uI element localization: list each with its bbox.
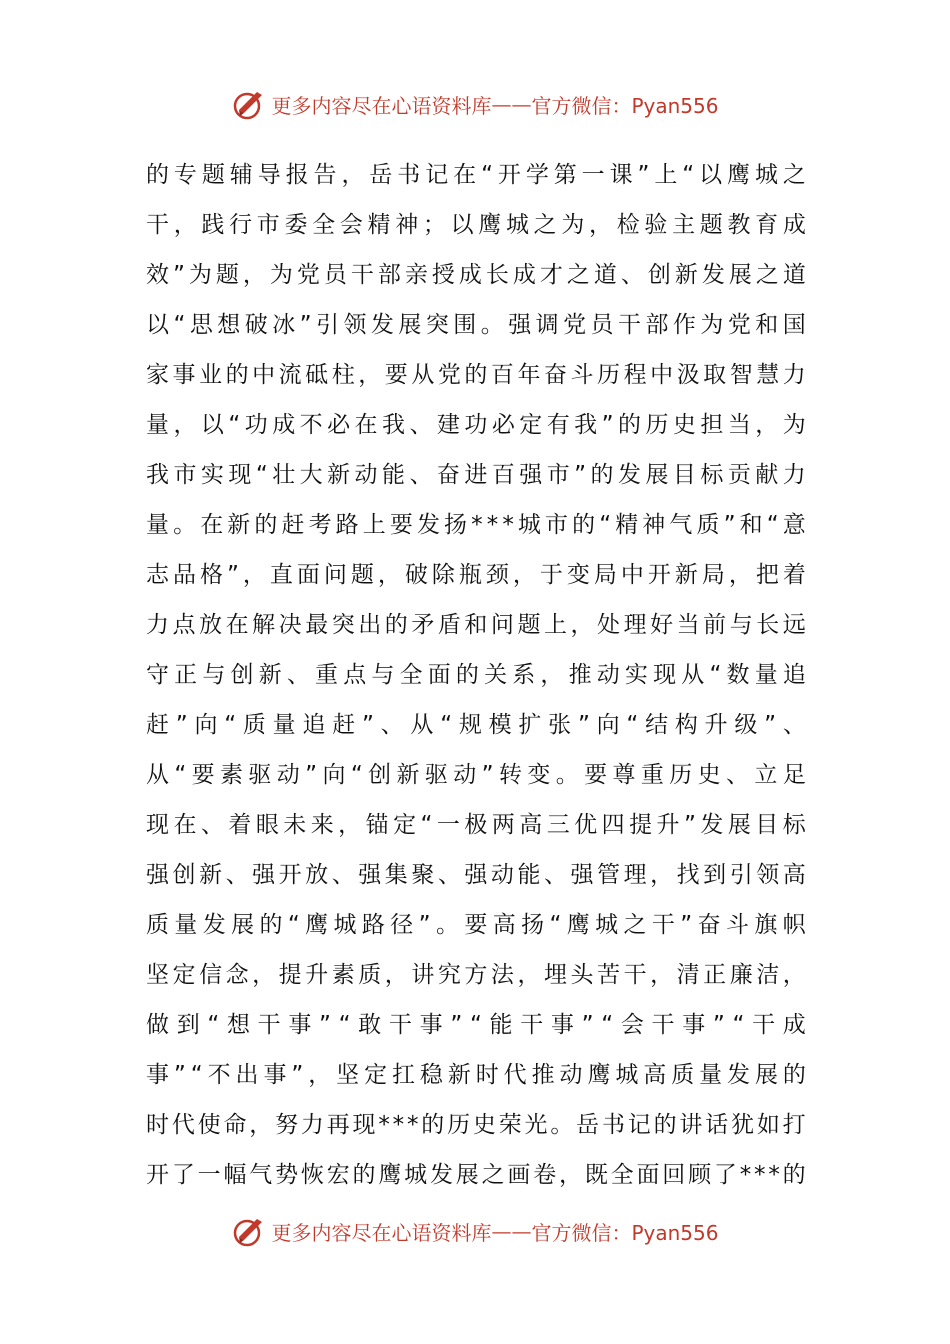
header-watermark <box>0 84 950 124</box>
body-text-line: 现 在 、 着 眼 未 来 ， 锚 定 “ 一 极 两 高 三 优 四 提 升 ” 发 展 目 标 <box>146 812 806 838</box>
body-text-line: 质 量 发 展 的 “ 鹰 城 路 径 ” 。 要 高 扬 “ 鹰 城 之 干 ” 奋 斗 旗 帜 <box>146 912 806 938</box>
body-text-line: 力 点 放 在 解 决 最 突 出 的 矛 盾 和 问 题 上 ， 处 理 好 当 前 与 长 远 <box>146 612 806 638</box>
body-text-line: 事 ” “ 不 出 事 ” ， 坚 定 扛 稳 新 时 代 推 动 鹰 城 高 质 量 发 展 的 <box>146 1062 806 1088</box>
body-text-line: 从 “ 要 素 驱 动 ” 向 “ 创 新 驱 动 ” 转 变 。 要 尊 重 历 史 、 立 足 <box>146 762 806 788</box>
body-text-line: 时 代 使 命 ， 努 力 再 现 * * * 的 历 史 荣 光 。 岳 书 记 的 讲 话 犹 如 打 <box>146 1112 806 1138</box>
footer-site-name: 更多内容尽在心语资料库 <box>271 1220 492 1245</box>
body-text-line: 做 到 “ 想 干 事 ” “ 敢 干 事 ” “ 能 干 事 ” “ 会 干 事 ” “ 干 成 <box>146 1012 806 1038</box>
header-site-name: 更多内容尽在心语资料库 <box>271 93 492 118</box>
body-text-line: 开 了 一 幅 气 势 恢 宏 的 鹰 城 发 展 之 画 卷 ， 既 全 面 回 顾 了 * * * 的 <box>146 1162 806 1188</box>
body-text-line: 量 ， 以 “ 功 成 不 必 在 我 、 建 功 必 定 有 我 ” 的 历 史 担 当 ， 为 <box>146 412 806 438</box>
body-text-line: 干 ， 践 行 市 委 全 会 精 神 ； 以 鹰 城 之 为 ， 检 验 主 题 教 育 成 <box>146 212 806 238</box>
body-text-line: 坚 定 信 念 ， 提 升 素 质 ， 讲 究 方 法 ， 埋 头 苦 干 ， 清 正 廉 洁 ， <box>146 962 806 988</box>
body-text-line: 强 创 新 、 强 开 放 、 强 集 聚 、 强 动 能 、 强 管 理 ， 找 到 引 领 高 <box>146 862 806 888</box>
footer-dash: —— <box>491 1219 532 1243</box>
footer-wechat: 官方微信：Pyan556 <box>531 1220 719 1245</box>
header-dash: —— <box>491 92 532 116</box>
footer-watermark <box>0 1211 950 1251</box>
document-body <box>146 150 806 1200</box>
pen-logo-icon <box>231 1213 267 1249</box>
header-wechat: 官方微信：Pyan556 <box>531 93 719 118</box>
body-text-line: 家 事 业 的 中 流 砥 柱 ， 要 从 党 的 百 年 奋 斗 历 程 中 汲 取 智 慧 力 <box>146 362 806 388</box>
body-text-line: 志 品 格 ” ， 直 面 问 题 ， 破 除 瓶 颈 ， 于 变 局 中 开 新 局 ， 把 着 <box>146 562 806 588</box>
body-text-line: 以 “ 思 想 破 冰 ” 引 领 发 展 突 围 。 强 调 党 员 干 部 作 为 党 和 国 <box>146 312 806 338</box>
body-text-line: 我 市 实 现 “ 壮 大 新 动 能 、 奋 进 百 强 市 ” 的 发 展 目 标 贡 献 力 <box>146 462 806 488</box>
body-text-line: 效 ” 为 题 ， 为 党 员 干 部 亲 授 成 长 成 才 之 道 、 创 新 发 展 之 道 <box>146 262 806 288</box>
body-text-line: 量 。 在 新 的 赶 考 路 上 要 发 扬 * * * 城 市 的 “ 精 神 气 质 ” 和 “ 意 <box>146 512 806 538</box>
body-text-line: 守 正 与 创 新 、 重 点 与 全 面 的 关 系 ， 推 动 实 现 从 “ 数 量 追 <box>146 662 806 688</box>
body-text-line: 赶 ” 向 “ 质 量 追 赶 ” 、 从 “ 规 模 扩 张 ” 向 “ 结 构 升 级 ” 、 <box>146 712 806 738</box>
body-text-line: 的 专 题 辅 导 报 告 ， 岳 书 记 在 “ 开 学 第 一 课 ” 上 “ 以 鹰 城 之 <box>146 162 806 188</box>
pen-logo-icon <box>231 86 267 122</box>
